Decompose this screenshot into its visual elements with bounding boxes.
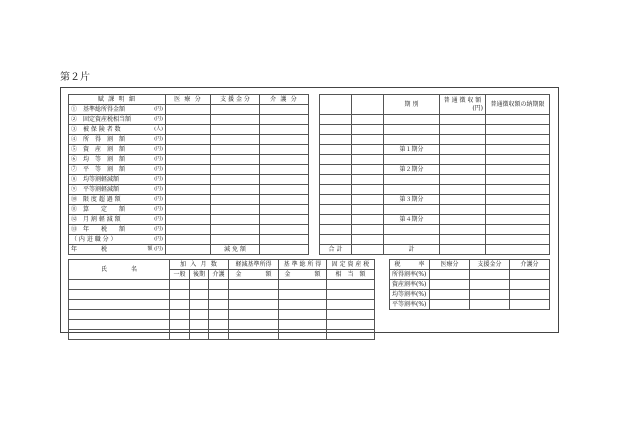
row-label-wrap [71, 227, 163, 233]
cell-right-a[interactable] [320, 165, 352, 175]
cell-kouki[interactable] [190, 330, 209, 340]
row-label-wrap [71, 197, 163, 203]
table-row [69, 105, 309, 115]
cell-right-a[interactable] [320, 225, 352, 235]
cell-right-b[interactable] [352, 185, 384, 195]
table-row [69, 165, 309, 175]
cell-iryou[interactable] [166, 225, 211, 235]
col-header-detail: 賦 課 明 細 [69, 95, 166, 105]
cell-shien[interactable] [211, 195, 260, 205]
col-header-futsu: 普 通 徴 収 額 [443, 97, 482, 105]
table-row [320, 165, 550, 175]
cell-nouki[interactable] [486, 115, 550, 125]
row-unit: (円) [154, 156, 163, 162]
table-row [390, 270, 550, 280]
cell-kaigo[interactable] [260, 235, 309, 245]
col-header-kaigo-months: 介護 [209, 270, 229, 280]
table-row [320, 145, 550, 155]
col-header-iryou: 医 療 分 [166, 95, 211, 105]
cell-kijun[interactable] [279, 330, 327, 340]
payment-period-table [319, 94, 550, 255]
table-row [69, 145, 309, 155]
rate-row-label: 平等割率(%) [390, 300, 430, 310]
cell-iryou[interactable] [166, 175, 211, 185]
cell-kibetsu[interactable] [384, 225, 440, 235]
col-header-kibetsu: 期 別 [384, 95, 440, 115]
cell-rate-kaigo[interactable] [510, 270, 550, 280]
cell-right-b[interactable] [352, 165, 384, 175]
cell-kibetsu[interactable] [384, 125, 440, 135]
period-label: 第４期分 [384, 215, 440, 225]
cell-iryou[interactable] [166, 145, 211, 155]
table-row [69, 280, 375, 290]
cell-rate-shien[interactable] [470, 270, 510, 280]
cell-futsu[interactable] [440, 155, 486, 165]
table-row [69, 215, 309, 225]
col-header-keigen-b: 金 額 [229, 270, 279, 280]
cell-rate-iryou[interactable] [430, 300, 470, 310]
table-row [69, 135, 309, 145]
cell-futsu[interactable] [440, 115, 486, 125]
cell-kaigo[interactable] [260, 215, 309, 225]
cell-nouki[interactable] [486, 235, 550, 245]
cell-keigen[interactable] [229, 330, 279, 340]
cell-shien[interactable] [211, 135, 260, 145]
row-label-wrap [71, 107, 163, 113]
cell-ippan[interactable] [170, 300, 190, 310]
cell-iryou[interactable] [166, 155, 211, 165]
row-label: ⑨ 平等割軽減額 [71, 185, 120, 193]
cell-gokei-b[interactable] [352, 245, 384, 255]
cell-shien[interactable] [211, 165, 260, 175]
cell-kibetsu[interactable] [384, 155, 440, 165]
cell-kaigo[interactable] [260, 185, 309, 195]
cell-kijun[interactable] [279, 320, 327, 330]
table-row [69, 330, 375, 340]
cell-futsu[interactable] [440, 195, 486, 205]
cell-name[interactable] [69, 290, 170, 300]
cell-kouki[interactable] [190, 290, 209, 300]
blank-header-b [352, 95, 384, 115]
cell-kaigo[interactable] [260, 125, 309, 135]
cell-rate-shien[interactable] [470, 280, 510, 290]
cell-futsu[interactable] [440, 175, 486, 185]
row-label: ③ 被 保 険 者 数 [71, 125, 121, 133]
cell-rate-kaigo[interactable] [510, 300, 550, 310]
table-row [320, 205, 550, 215]
period-label: 第３期分 [384, 195, 440, 205]
col-header-rate-iryou: 医療分 [430, 260, 470, 270]
col-header-kotei-b: 相 当 額 [327, 270, 375, 280]
cell-kibetsu[interactable] [384, 205, 440, 215]
cell-nouki[interactable] [486, 165, 550, 175]
row-label-wrap [71, 137, 163, 143]
table-row [69, 205, 309, 215]
cell-right-b[interactable] [352, 225, 384, 235]
sheet-title: 第２片 [60, 72, 90, 83]
cell-rate-kaigo[interactable] [510, 280, 550, 290]
cell-keigen[interactable] [229, 300, 279, 310]
cell-iryou[interactable] [166, 195, 211, 205]
cell-nouki[interactable] [486, 135, 550, 145]
assessment-detail-table [68, 94, 309, 255]
cell-kaigo[interactable] [260, 195, 309, 205]
member-table [68, 259, 375, 340]
row-label-wrap [71, 217, 163, 223]
cell-iryou[interactable] [166, 135, 211, 145]
table-row [69, 115, 309, 125]
cell-futsu[interactable] [440, 165, 486, 175]
col-header-keigen-a: 軽減基準所得 [229, 260, 279, 270]
cell-shien[interactable] [211, 175, 260, 185]
cell-rate-shien[interactable] [470, 290, 510, 300]
col-header-kaigo: 介 護 分 [260, 95, 309, 105]
col-header-name: 氏 名 [69, 260, 170, 280]
table-row [320, 235, 550, 245]
cell-nouki[interactable] [486, 145, 550, 155]
cell-kaigo[interactable] [209, 290, 229, 300]
cell-iryou[interactable] [166, 165, 211, 175]
cell-right-a[interactable] [320, 135, 352, 145]
cell-kaigo[interactable] [260, 135, 309, 145]
col-header-kotei-a: 固 定 資 産 税 [327, 260, 375, 270]
cell-kaigo[interactable] [209, 300, 229, 310]
cell-shien[interactable] [211, 115, 260, 125]
cell-futsu[interactable] [440, 125, 486, 135]
row-unit: (円) [154, 236, 163, 242]
footer-nenzei-label: 年 税 [71, 245, 108, 253]
cell-keigen[interactable] [229, 290, 279, 300]
table-row [320, 225, 550, 235]
cell-right-b[interactable] [352, 175, 384, 185]
cell-right-a[interactable] [320, 185, 352, 195]
cell-futsu[interactable] [440, 235, 486, 245]
rate-row-label: 資産割率(%) [390, 280, 430, 290]
cell-kijun[interactable] [279, 310, 327, 320]
col-header-ippan: 一般 [170, 270, 190, 280]
cell-rate-iryou[interactable] [430, 280, 470, 290]
cell-right-b[interactable] [352, 235, 384, 245]
table-row [320, 245, 550, 255]
row-label-wrap [71, 117, 163, 123]
cell-nouki[interactable] [486, 195, 550, 205]
cell-shien[interactable] [211, 225, 260, 235]
cell-iryou[interactable] [166, 235, 211, 245]
cell-kaigo[interactable] [260, 175, 309, 185]
table-row [320, 155, 550, 165]
cell-iryou[interactable] [166, 185, 211, 195]
table-row [320, 195, 550, 205]
row-unit: (円) [154, 226, 163, 232]
cell-ippan[interactable] [170, 310, 190, 320]
cell-right-a[interactable] [320, 215, 352, 225]
cell-kibetsu[interactable] [384, 135, 440, 145]
cell-right-b[interactable] [352, 195, 384, 205]
cell-ippan[interactable] [170, 280, 190, 290]
cell-right-a[interactable] [320, 175, 352, 185]
cell-kibetsu[interactable] [384, 235, 440, 245]
col-header-rate-kaigo: 介護分 [510, 260, 550, 270]
row-unit: (円) [154, 116, 163, 122]
row-label: ④ 所 得 割 額 [71, 135, 126, 143]
cell-kaigo[interactable] [209, 330, 229, 340]
cell-kotei[interactable] [327, 290, 375, 300]
cell-futsu[interactable] [440, 185, 486, 195]
cell-kaigo[interactable] [260, 205, 309, 215]
row-label: ⑤ 資 産 割 額 [71, 145, 126, 153]
row-unit: (円) [154, 216, 163, 222]
row-unit: (円) [154, 106, 163, 112]
cell-kouki[interactable] [190, 320, 209, 330]
cell-kouki[interactable] [190, 310, 209, 320]
gokei-label: 合 計 [320, 245, 352, 255]
cell-futsu[interactable] [440, 145, 486, 155]
cell-name[interactable] [69, 280, 170, 290]
cell-kotei[interactable] [327, 330, 375, 340]
cell-futsu[interactable] [440, 245, 486, 255]
row-label: （ 内 迸 職 分 ） [71, 235, 117, 243]
cell-name[interactable] [69, 310, 170, 320]
col-header-zeiritsu: 税 率 [390, 260, 430, 270]
table-row [69, 310, 375, 320]
cell-genmen-value[interactable] [260, 245, 309, 255]
table-row [69, 155, 309, 165]
row-unit: (円) [154, 186, 163, 192]
cell-futsu[interactable] [440, 205, 486, 215]
period-label: 第１期分 [384, 145, 440, 155]
row-label: ② 固定資産税相当額 [71, 115, 132, 123]
cell-kotei[interactable] [327, 320, 375, 330]
cell-kaigo[interactable] [260, 105, 309, 115]
table-row [69, 290, 375, 300]
cell-futsu[interactable] [440, 225, 486, 235]
table-row [69, 235, 309, 245]
col-header-kijun-a: 基 準 総 所 得 [279, 260, 327, 270]
row-label: ⑧ 均等割軽減額 [71, 175, 120, 183]
row-unit: (円) [154, 166, 163, 172]
cell-kaigo[interactable] [260, 155, 309, 165]
row-label-wrap [71, 207, 163, 213]
cell-kotei[interactable] [327, 310, 375, 320]
blank-header-a [320, 95, 352, 115]
row-label-wrap [71, 167, 163, 173]
footer-row [69, 245, 309, 255]
col-header-rate-shien: 支援金分 [470, 260, 510, 270]
cell-ippan[interactable] [170, 320, 190, 330]
row-label: ⑥ 均 等 割 額 [71, 155, 126, 163]
cell-nenzei-value[interactable] [166, 245, 211, 255]
row-label-wrap [71, 177, 163, 183]
cell-right-b[interactable] [352, 125, 384, 135]
table-row [320, 175, 550, 185]
cell-shien[interactable] [211, 185, 260, 195]
cell-kaigo[interactable] [209, 320, 229, 330]
cell-keigen[interactable] [229, 310, 279, 320]
table-row [69, 195, 309, 205]
row-label: ⑦ 平 等 割 額 [71, 165, 126, 173]
cell-right-a[interactable] [320, 195, 352, 205]
col-header-futsu-unit: (円) [472, 104, 483, 112]
row-label-wrap [71, 147, 163, 153]
table-row [320, 115, 550, 125]
cell-kouki[interactable] [190, 300, 209, 310]
row-label: ⑫ 月 割 軽 減 額 [71, 215, 121, 223]
cell-rate-shien[interactable] [470, 300, 510, 310]
cell-iryou[interactable] [166, 105, 211, 115]
cell-right-a[interactable] [320, 155, 352, 165]
cell-kaigo[interactable] [260, 165, 309, 175]
row-label: ⑬ 年 税 額 [71, 225, 126, 233]
cell-kibetsu[interactable] [384, 115, 440, 125]
row-label: ① 基準総所得金額 [71, 105, 126, 113]
cell-right-b[interactable] [352, 145, 384, 155]
cell-iryou[interactable] [166, 215, 211, 225]
cell-kibetsu[interactable] [384, 175, 440, 185]
cell-name[interactable] [69, 320, 170, 330]
row-unit: (円) [154, 176, 163, 182]
cell-kibetsu[interactable] [384, 185, 440, 195]
cell-right-a[interactable] [320, 125, 352, 135]
row-label-wrap [71, 237, 163, 243]
cell-right-b[interactable] [352, 115, 384, 125]
rate-row-label: 所得割率(%) [390, 270, 430, 280]
cell-nouki[interactable] [486, 125, 550, 135]
cell-kijun[interactable] [279, 300, 327, 310]
footer-gaku-label: 額 (円) [147, 246, 163, 252]
row-label-wrap [71, 187, 163, 193]
cell-shien[interactable] [211, 145, 260, 155]
cell-name[interactable] [69, 330, 170, 340]
cell-nouki[interactable] [486, 155, 550, 165]
cell-ippan[interactable] [170, 290, 190, 300]
table-row [69, 320, 375, 330]
cell-kaigo[interactable] [209, 280, 229, 290]
table-row [69, 185, 309, 195]
col-header-nouki: 普通徴収額の納期限 [486, 95, 550, 115]
cell-kotei[interactable] [327, 300, 375, 310]
cell-shien[interactable] [211, 105, 260, 115]
cell-futsu[interactable] [440, 135, 486, 145]
table-row [320, 135, 550, 145]
tax-rate-table [389, 259, 550, 310]
row-label-wrap [71, 157, 163, 163]
period-label: 第２期分 [384, 165, 440, 175]
row-unit: (人) [154, 126, 163, 132]
cell-keigen[interactable] [229, 280, 279, 290]
col-header-kouki: 後期 [190, 270, 209, 280]
cell-shien[interactable] [211, 235, 260, 245]
table-row [69, 175, 309, 185]
cell-kijun[interactable] [279, 290, 327, 300]
cell-nouki[interactable] [486, 215, 550, 225]
table-row [320, 185, 550, 195]
cell-rate-iryou[interactable] [430, 270, 470, 280]
cell-right-b[interactable] [352, 205, 384, 215]
cell-kaigo[interactable] [260, 225, 309, 235]
cell-kaigo[interactable] [209, 310, 229, 320]
cell-right-a[interactable] [320, 115, 352, 125]
col-header-shien: 支 援 金 分 [211, 95, 260, 105]
cell-shien[interactable] [211, 215, 260, 225]
cell-kouki[interactable] [190, 280, 209, 290]
row-unit: (円) [154, 136, 163, 142]
cell-right-b[interactable] [352, 215, 384, 225]
row-unit: (円) [154, 206, 163, 212]
cell-nouki[interactable] [486, 205, 550, 215]
cell-keigen[interactable] [229, 320, 279, 330]
table-row [390, 280, 550, 290]
cell-nouki[interactable] [486, 185, 550, 195]
row-label-wrap [71, 127, 163, 133]
cell-futsu[interactable] [440, 215, 486, 225]
cell-iryou[interactable] [166, 115, 211, 125]
cell-nouki[interactable] [486, 245, 550, 255]
table-row [390, 300, 550, 310]
row-label: ⑪ 算 定 額 [71, 205, 126, 213]
table-row [69, 125, 309, 135]
cell-shien[interactable] [211, 125, 260, 135]
cell-right-b[interactable] [352, 135, 384, 145]
table-row [69, 300, 375, 310]
cell-shien[interactable] [211, 155, 260, 165]
cell-right-a[interactable] [320, 205, 352, 215]
cell-right-b[interactable] [352, 155, 384, 165]
cell-rate-iryou[interactable] [430, 290, 470, 300]
cell-rate-kaigo[interactable] [510, 290, 550, 300]
row-unit: (円) [154, 146, 163, 152]
row-label: ⑩ 限 度 超 過 額 [71, 195, 121, 203]
row-unit: (円) [154, 196, 163, 202]
table-row [390, 290, 550, 300]
cell-shien[interactable] [211, 205, 260, 215]
cell-nouki[interactable] [486, 175, 550, 185]
footer-genmen-label: 減 免 額 [211, 245, 260, 255]
table-row [320, 125, 550, 135]
col-header-months: 加 入 月 数 [170, 260, 229, 270]
kei-label: 計 [384, 245, 440, 255]
cell-iryou[interactable] [166, 125, 211, 135]
rate-row-label: 均等割率(%) [390, 290, 430, 300]
cell-kaigo[interactable] [260, 145, 309, 155]
cell-kaigo[interactable] [260, 115, 309, 125]
cell-right-a[interactable] [320, 145, 352, 155]
cell-kijun[interactable] [279, 280, 327, 290]
cell-right-a[interactable] [320, 235, 352, 245]
cell-nouki[interactable] [486, 225, 550, 235]
col-header-kijun-b: 金 額 [279, 270, 327, 280]
cell-ippan[interactable] [170, 330, 190, 340]
table-row [69, 225, 309, 235]
footer-label-wrap [71, 247, 163, 253]
cell-name[interactable] [69, 300, 170, 310]
cell-iryou[interactable] [166, 205, 211, 215]
cell-kotei[interactable] [327, 280, 375, 290]
table-row [320, 215, 550, 225]
